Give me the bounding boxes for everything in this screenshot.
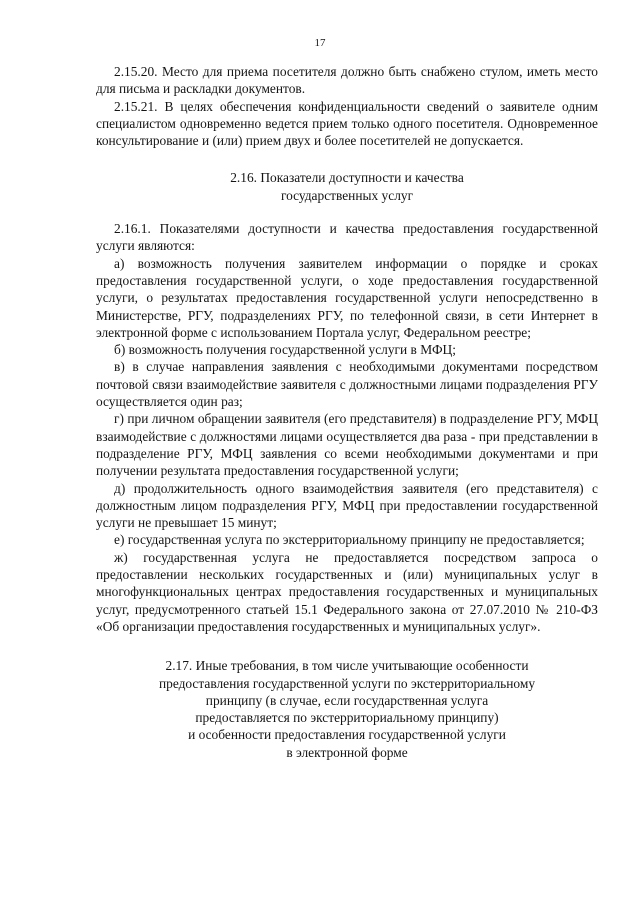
spacer	[96, 204, 598, 220]
paragraph-2-15-21: 2.15.21. В целях обеспечения конфиденциальности сведений о заявителе одним специалистом одновременно ведется прием только одного посетителя. Одновременное консультирование и (или) прием двух и более посетителей не допускается.	[96, 98, 598, 149]
section-heading-2-17-line-2: предоставления государственной услуги по экстерриториальному	[158, 675, 536, 691]
list-item-g: г) при личном обращении заявителя (его представителя) в подразделение РГУ, МФЦ взаимодействие с должностями лицами осуществляется два раза - при представлении в подразделение РГУ, МФЦ заявления со всеми необходимыми документами и при получении результата предоставления государственной услуги;	[96, 411, 598, 479]
spacer	[96, 149, 598, 169]
section-heading-2-17-line-1: 2.17. Иные требования, в том числе учитывающие особенности	[165, 658, 529, 674]
paragraph-2-16-1: 2.16.1. Показателями доступности и качества предоставления государственной услуги являются:	[96, 221, 598, 254]
list-item-v: в) в случае направления заявления с необходимыми документами посредством почтовой связи взаимодействие заявителя с должностными лицами подразделения РГУ осуществляется один раз;	[96, 359, 598, 410]
list-item-zh: ж) государственная услуга не предоставляется посредством запроса о предоставлении нескольких государственных и (или) муниципальных услуг в многофункциональных центрах предоставления государственных и муниципальных услуг, предусмотренного статьей 15.1 Федерального закона от 27.07.2010 № 210-ФЗ «Об организации предоставления государственных и муниципальных услуг».	[96, 549, 598, 634]
list-item-e: е) государственная услуга по экстерриториальному принципу не предоставляется;	[114, 532, 585, 548]
spacer	[96, 635, 598, 657]
list-item-a: а) возможность получения заявителем информации о порядке и сроках предоставления государственной услуги, о ходе предоставления государственной услуги, о результатах предоставления государственной услуги непосредственно в Министерстве, РГУ, подразделениях РГУ, по телефонной связи, в сети Интернет в электронной форме с использованием Портала услуг, Федеральном реестре;	[96, 255, 598, 340]
paragraph-2-15-20: 2.15.20. Место для приема посетителя должно быть снабжено стулом, иметь место для письма и раскладки документов.	[96, 64, 598, 97]
page-number: 17	[314, 37, 326, 49]
section-heading-2-17-line-5: и особенности предоставления государственной услуги	[188, 727, 506, 743]
list-item-b: б) возможность получения государственной услуги в МФЦ;	[114, 342, 456, 358]
section-heading-2-17-line-3: принципу (в случае, если государственная услуга	[205, 692, 489, 708]
list-item-d: д) продолжительность одного взаимодействия заявителя (его представителя) с должностным лицом подразделения РГУ, МФЦ при предоставлении государственной услуги не превышает 15 минут;	[96, 480, 598, 531]
section-heading-2-16-line-1: 2.16. Показатели доступности и качества	[230, 170, 464, 186]
document-body	[96, 63, 598, 761]
section-heading-2-17-line-6: в электронной форме	[286, 744, 408, 760]
section-heading-2-16-line-2: государственных услуг	[280, 187, 414, 203]
section-heading-2-17-line-4: предоставляется по экстерриториальному принципу)	[195, 710, 499, 726]
